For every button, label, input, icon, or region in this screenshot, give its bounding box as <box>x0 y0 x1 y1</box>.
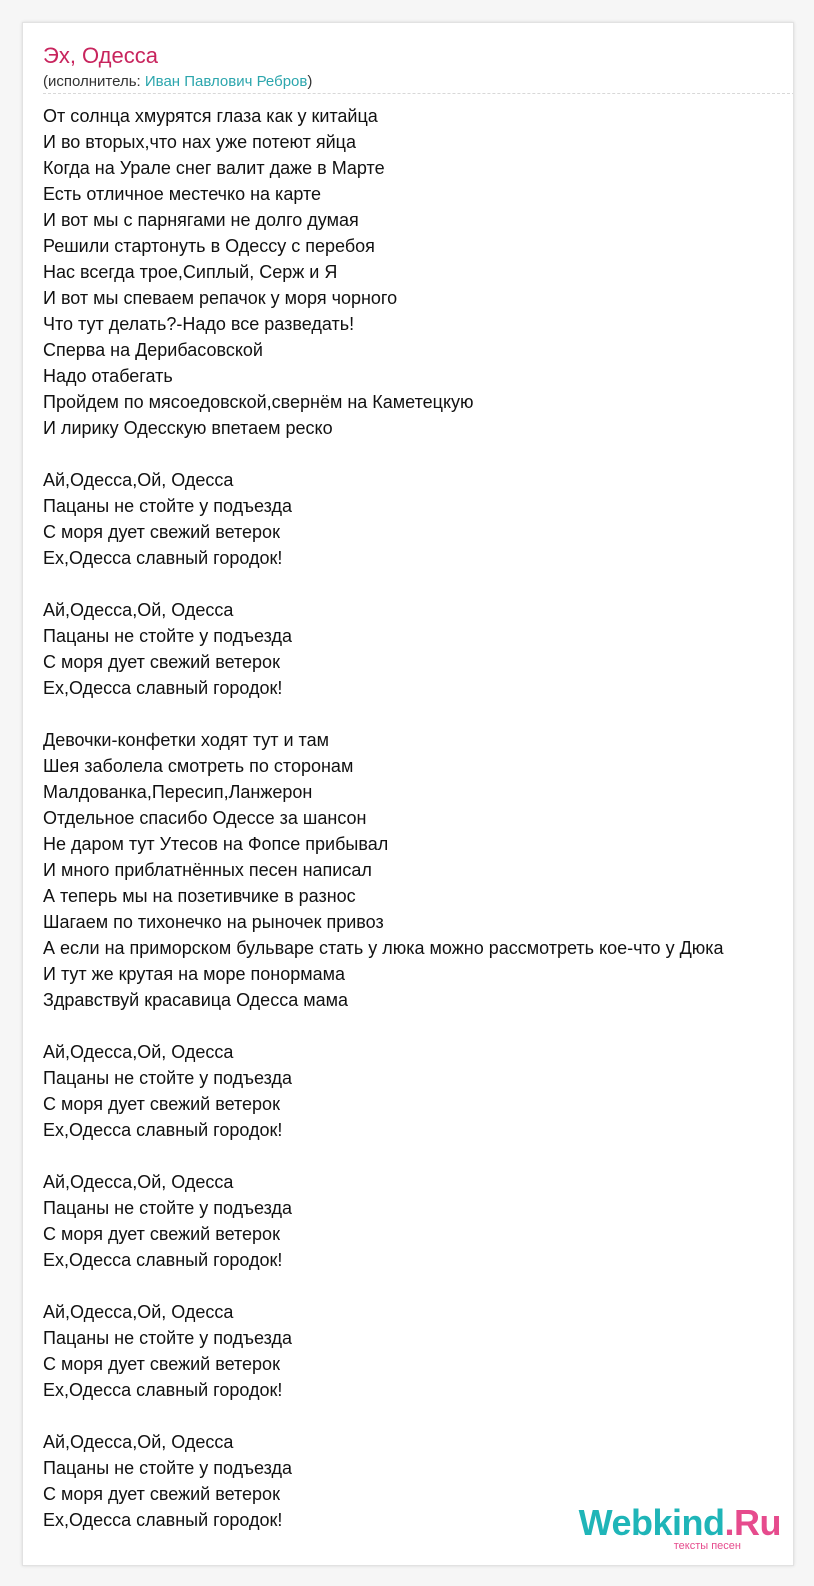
lyrics-blank-line <box>43 441 794 467</box>
lyrics-line: Ай,Одесса,Ой, Одесса <box>43 600 234 620</box>
lyrics-line: Когда на Урале снег валит даже в Марте <box>43 158 385 178</box>
lyrics-line: И тут же крутая на море понормама <box>43 964 346 984</box>
lyrics-line: Надо отабегать <box>43 366 173 386</box>
lyrics-line: С моря дует свежий ветерок <box>43 652 280 672</box>
lyrics-line: Есть отличное местечко на карте <box>43 184 321 204</box>
performer-link[interactable]: Иван Павлович Ребров <box>144 73 308 90</box>
lyrics-line: Ех,Одесса славный городок! <box>43 1510 283 1530</box>
lyrics-line: Ай,Одесса,Ой, Одесса <box>43 470 234 490</box>
song-title: Эх, Одесса <box>43 43 158 68</box>
lyrics-line: И лирику Одесскую впетаем реско <box>43 418 333 438</box>
lyrics-line: От солнца хмурятся глаза как у китайца <box>43 106 378 126</box>
lyrics-line: Ай,Одесса,Ой, Одесса <box>43 1302 234 1322</box>
lyrics-blank-line <box>43 571 794 597</box>
lyrics-line: И вот мы спеваем репачок у моря чорного <box>43 288 398 308</box>
lyrics-line: Ех,Одесса славный городок! <box>43 1250 283 1270</box>
lyrics-line: Пацаны не стойте у подъезда <box>43 496 292 516</box>
lyrics-line: Ех,Одесса славный городок! <box>43 1120 283 1140</box>
lyrics-line: Малдованка,Пересип,Ланжерон <box>43 782 313 802</box>
logo-tagline: тексты песен <box>673 1540 741 1552</box>
lyrics-blank-line <box>43 1013 794 1039</box>
lyrics-line: Пройдем по мясоедовской,свернём на Каметецкую <box>43 392 474 412</box>
lyrics-line: И во вторых,что нах уже потеют яйца <box>43 132 357 152</box>
lyrics-line: А если на приморском бульваре стать у люка можно рассмотреть кое-что у Дюка <box>43 938 724 958</box>
lyrics-line: С моря дует свежий ветерок <box>43 1354 280 1374</box>
lyrics-line: Что тут делать?-Надо все разведать! <box>43 314 355 334</box>
lyrics-blank-line <box>43 701 794 727</box>
lyrics-line: Ех,Одесса славный городок! <box>43 1380 283 1400</box>
lyrics-blank-line <box>43 1273 794 1299</box>
lyrics-line: Ай,Одесса,Ой, Одесса <box>43 1042 234 1062</box>
lyrics-line: Ай,Одесса,Ой, Одесса <box>43 1432 234 1452</box>
lyrics-line: Решили стартонуть в Одессу с перебоя <box>43 236 375 256</box>
lyrics-line: С моря дует свежий ветерок <box>43 1224 280 1244</box>
lyrics-line: Здравствуй красавица Одесса мама <box>43 990 348 1010</box>
lyrics-line: Ай,Одесса,Ой, Одесса <box>43 1172 234 1192</box>
lyrics-blank-line <box>43 1143 794 1169</box>
lyrics-line: Девочки-конфетки ходят тут и там <box>43 730 329 750</box>
lyrics-line: Пацаны не стойте у подъезда <box>43 626 292 646</box>
performer-suffix: ) <box>307 73 313 90</box>
performer-line <box>43 72 312 92</box>
logo-tld: .Ru <box>724 1502 781 1543</box>
performer-prefix: (исполнитель: <box>43 73 145 90</box>
lyrics-line: А теперь мы на позетивчике в разнос <box>43 886 356 906</box>
lyrics-line: Отдельное спасибо Одессе за шансон <box>43 808 367 828</box>
lyrics-line: Нас всегда трое,Сиплый, Серж и Я <box>43 262 338 282</box>
lyrics-line: Ех,Одесса славный городок! <box>43 548 283 568</box>
lyrics-line: И много приблатнённых песен написал <box>43 860 372 880</box>
lyrics-line: С моря дует свежий ветерок <box>43 1484 280 1504</box>
lyrics-line: Пацаны не стойте у подъезда <box>43 1198 292 1218</box>
lyrics-line: Пацаны не стойте у подъезда <box>43 1068 292 1088</box>
logo-wordmark <box>579 1503 781 1543</box>
site-logo[interactable] <box>578 1502 781 1555</box>
lyrics-line: Сперва на Дерибасовской <box>43 340 263 360</box>
lyrics-line: Ех,Одесса славный городок! <box>43 678 283 698</box>
lyrics-line: Пацаны не стойте у подъезда <box>43 1328 292 1348</box>
title-divider <box>43 93 794 94</box>
lyrics-line: И вот мы с парнягами не долго думая <box>43 210 359 230</box>
lyrics-card <box>22 22 794 1566</box>
lyrics-line: Шагаем по тихонечко на рыночек привоз <box>43 912 384 932</box>
lyrics-blank-line <box>43 1403 794 1429</box>
lyrics-body <box>43 103 794 1533</box>
lyrics-line: Не даром тут Утесов на Фопсе прибывал <box>43 834 389 854</box>
lyrics-line: С моря дует свежий ветерок <box>43 1094 280 1114</box>
logo-main-text: Webkind <box>578 1502 725 1543</box>
lyrics-line: Пацаны не стойте у подъезда <box>43 1458 292 1478</box>
lyrics-line: Шея заболела смотреть по сторонам <box>43 756 354 776</box>
lyrics-line: С моря дует свежий ветерок <box>43 522 280 542</box>
